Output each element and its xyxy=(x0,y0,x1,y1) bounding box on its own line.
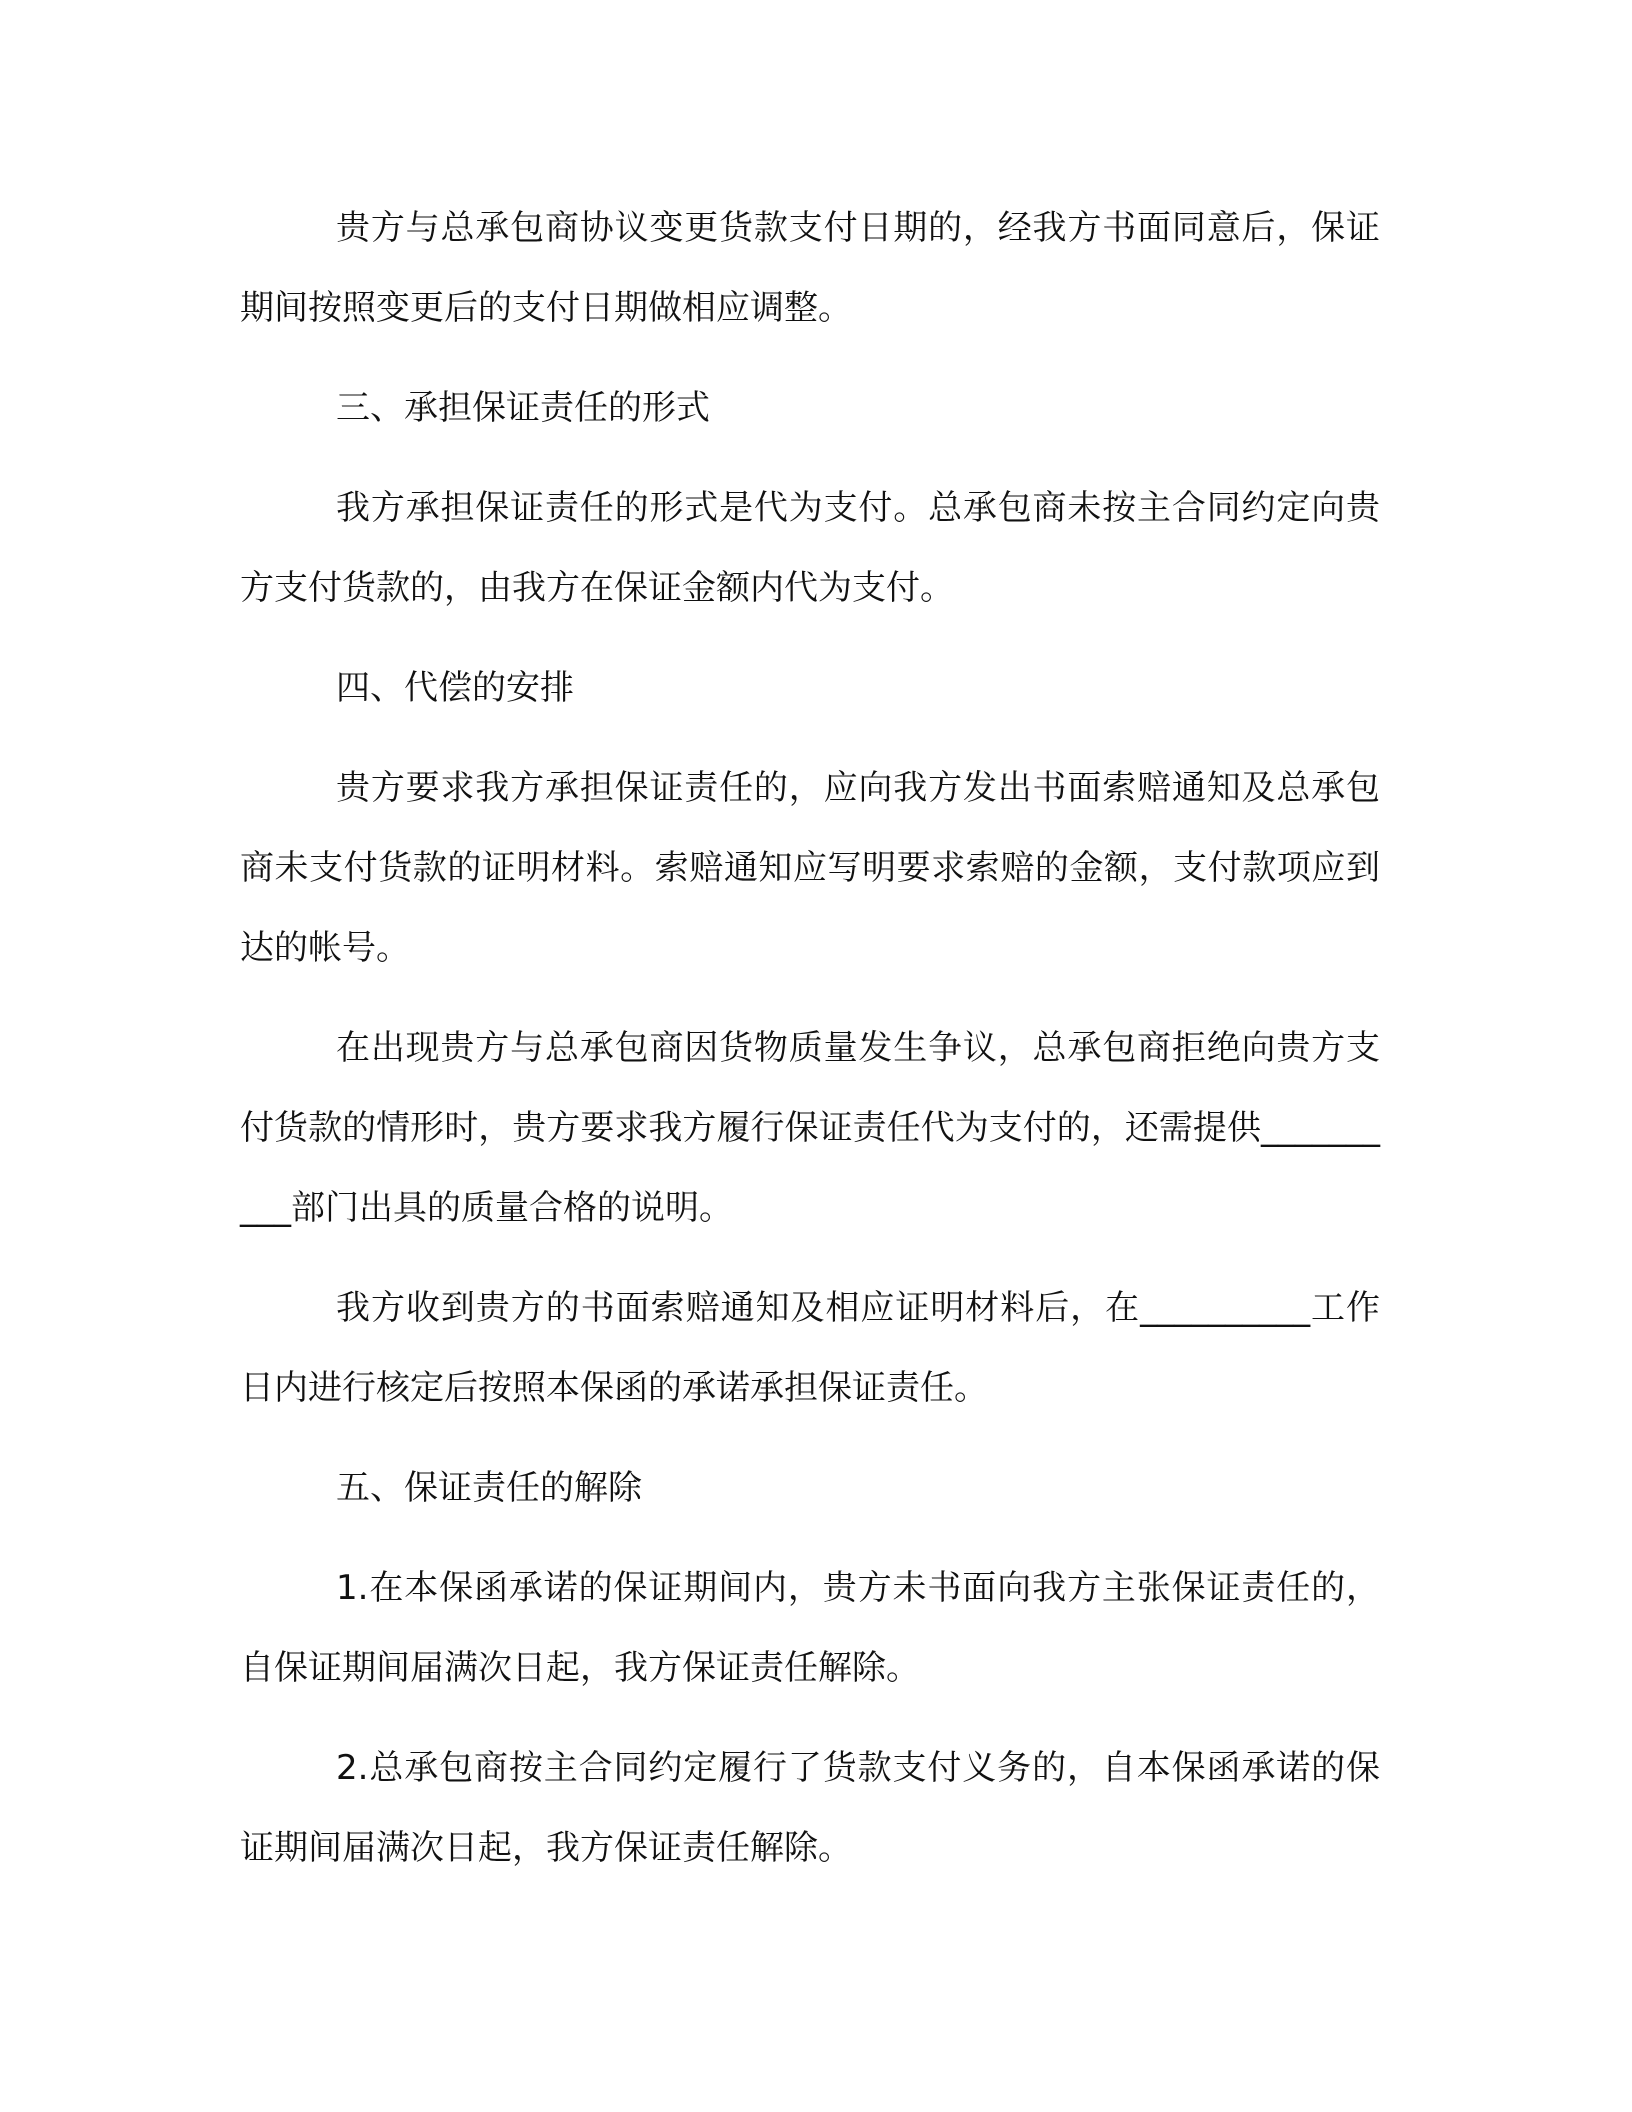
paragraph-quality-dispute: 在出现贵方与总承包商因货物质量发生争议，总承包商拒绝向贵方支付货款的情形时，贵方要求我方履行保证责任代为支付的，还需提供__________部门出具的质量合格的说明。 xyxy=(240,1028,1380,1228)
document-page xyxy=(240,188,1380,1908)
section-heading-guarantee-form: 三、承担保证责任的形式 xyxy=(336,388,710,428)
section-heading-release: 五、保证责任的解除 xyxy=(336,1468,642,1508)
paragraph-guarantee-form: 我方承担保证责任的形式是代为支付。总承包商未按主合同约定向贵方支付货款的，由我方在保证金额内代为支付。 xyxy=(240,488,1380,608)
paragraph-release-item-1: 1.在本保函承诺的保证期间内，贵方未书面向我方主张保证责任的，自保证期间届满次日起，我方保证责任解除。 xyxy=(240,1568,1380,1688)
paragraph-payment-date-change: 贵方与总承包商协议变更货款支付日期的，经我方书面同意后，保证期间按照变更后的支付日期做相应调整。 xyxy=(240,208,1380,328)
paragraph-release-item-2: 2.总承包商按主合同约定履行了货款支付义务的，自本保函承诺的保证期间届满次日起，我方保证责任解除。 xyxy=(240,1748,1380,1868)
paragraph-verification-period: 我方收到贵方的书面索赔通知及相应证明材料后，在__________工作日内进行核定后按照本保函的承诺承担保证责任。 xyxy=(240,1288,1380,1408)
section-heading-compensation: 四、代偿的安排 xyxy=(336,668,574,708)
paragraph-claim-notice: 贵方要求我方承担保证责任的，应向我方发出书面索赔通知及总承包商未支付货款的证明材料。索赔通知应写明要求索赔的金额，支付款项应到达的帐号。 xyxy=(240,768,1380,968)
